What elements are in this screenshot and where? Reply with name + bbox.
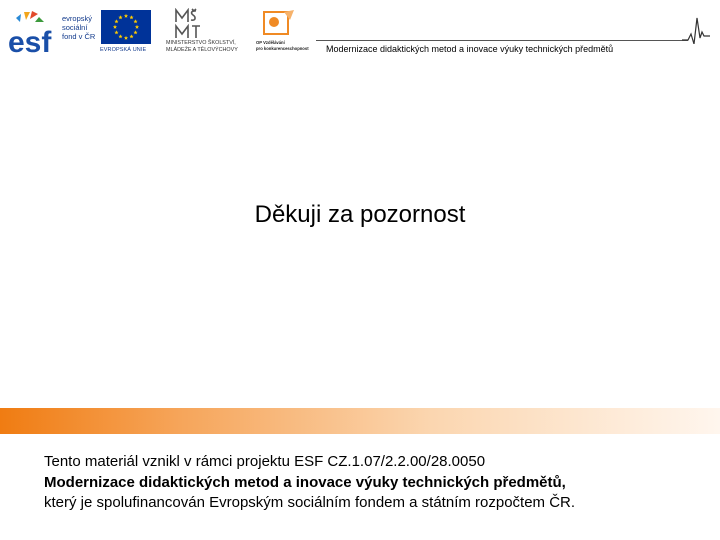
esf-logo-mark	[8, 10, 58, 56]
footer-line-1: Tento materiál vznikl v rámci projektu ESF CZ.1.07/2.2.00/28.0050	[44, 453, 486, 470]
op-logo-mark	[260, 8, 300, 38]
op-line-2: pro konkurenceschopnost	[256, 45, 309, 51]
esf-logo	[8, 10, 100, 56]
msmt-logo-caption	[166, 40, 238, 54]
esf-line-2: sociální	[62, 23, 88, 32]
op-line-1: OP Vzdělávání	[256, 40, 285, 45]
footer-text	[44, 452, 704, 514]
page-title: Děkuji za pozornost	[254, 201, 466, 228]
heartbeat-icon	[682, 14, 710, 44]
msmt-logo	[166, 8, 246, 58]
esf-line-1: evropský	[62, 14, 93, 23]
footer-line-3: který je spolufinancován Evropským sociálním fondem a státním rozpočtem ČR.	[44, 494, 576, 511]
header-subtitle: Modernizace didaktických metod a inovace výuky technických předmětů	[326, 44, 614, 54]
esf-logo-text	[62, 14, 95, 41]
eu-flag-icon	[101, 10, 151, 44]
msmt-logo-mark	[166, 8, 246, 40]
footer-line-2: Modernizace didaktických metod a inovace výuky technických předmětů,	[44, 473, 566, 491]
eu-logo-caption: EVROPSKÁ UNIE	[100, 47, 147, 53]
op-logo-caption	[256, 40, 309, 51]
op-logo	[254, 8, 309, 60]
msmt-line-1: MINISTERSTVO ŠKOLSTVÍ,	[166, 40, 236, 46]
eu-logo	[100, 10, 152, 56]
orange-band	[0, 408, 720, 434]
esf-line-3: fond v ČR	[62, 32, 96, 41]
esf-wordmark: esf	[8, 26, 52, 56]
header-divider	[316, 40, 688, 41]
msmt-line-2: MLÁDEŽE A TĚLOVÝCHOVY	[166, 47, 238, 53]
